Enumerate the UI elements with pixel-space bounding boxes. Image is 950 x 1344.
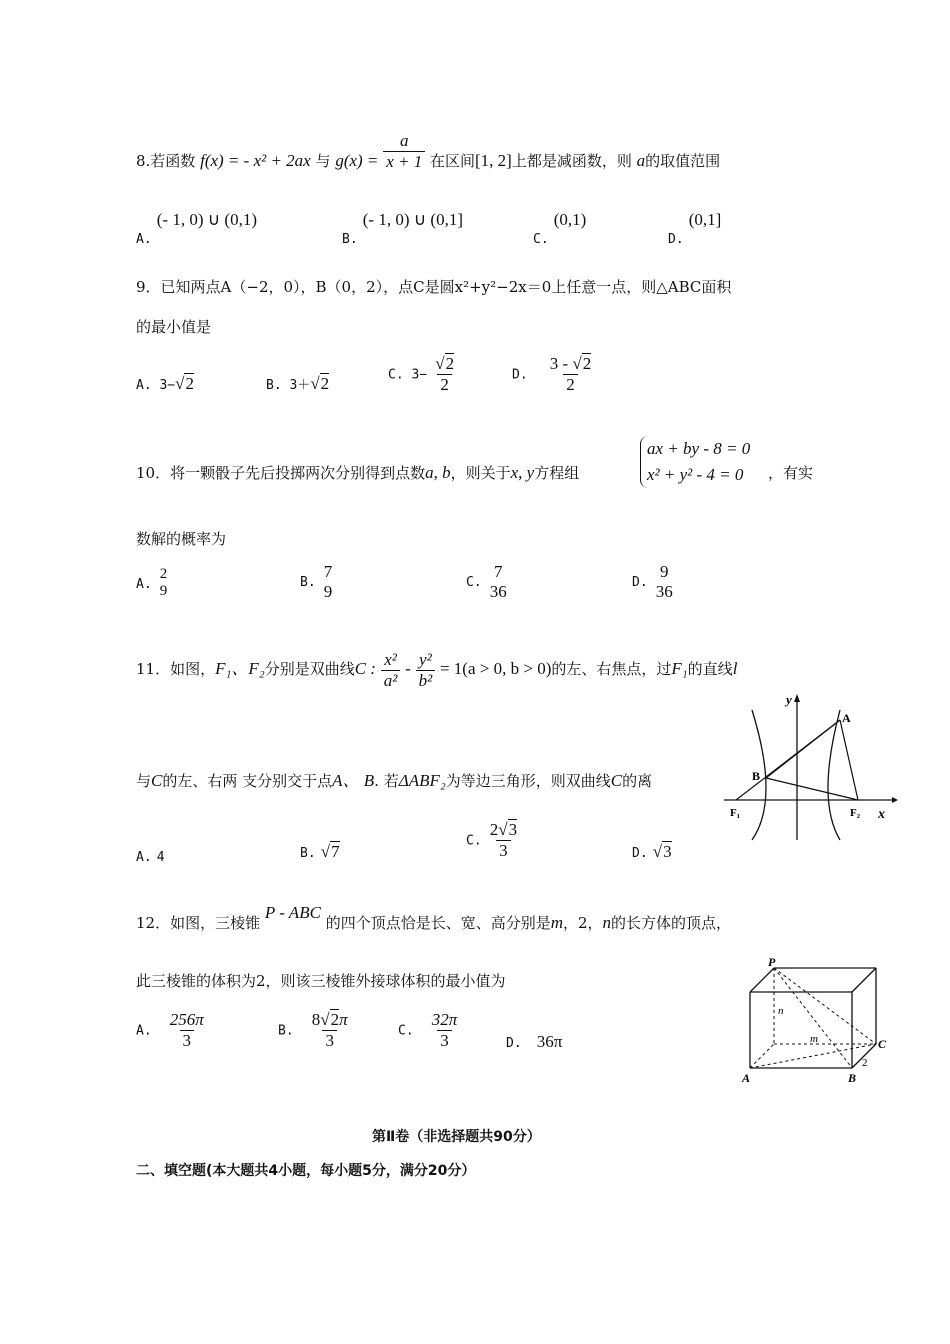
- q10-option-b[interactable]: B. 7 9: [300, 562, 333, 601]
- fig12-label-b: B: [848, 1071, 857, 1084]
- cuboid-figure: [738, 952, 894, 1084]
- fig12-label-c: C: [878, 1037, 887, 1051]
- q9-option-d[interactable]: D. $\frac{3 - √2}{2}$: [512, 354, 592, 394]
- q9-stem-line1: 9．已知两点A（−2，0），B（0，2），点C是圆x²+y²−2x＝0上任意一点，则△ABC面积: [136, 278, 732, 296]
- q8-option-d[interactable]: $_{D.}$ (0,1]: [668, 210, 722, 247]
- q10-stem-suffix: ，有实: [768, 464, 814, 482]
- section-fill-in-title: 二、填空题(本大题共4小题，每小题5分，满分20分）: [136, 1163, 476, 1179]
- q12-option-b[interactable]: B. $\frac{8√2\pi}{3}$: [278, 1010, 348, 1050]
- fig12-label-2: 2: [862, 1057, 868, 1069]
- q10-option-c[interactable]: C. 7 36: [466, 562, 507, 601]
- fig11-label-f2: F₂: [850, 807, 861, 819]
- q11-option-c[interactable]: C. $\frac{2√3}{3}$: [466, 820, 518, 860]
- q11-option-d[interactable]: D. √3: [632, 842, 672, 861]
- q9-option-c[interactable]: C. 3− $\frac{√2}{2}$: [388, 354, 455, 394]
- fig11-label-y: y: [786, 692, 792, 707]
- fig11-label-f1: F₁: [730, 807, 741, 819]
- q8-option-a[interactable]: $_{A.}$ (- 1, 0) ∪ (0,1): [136, 210, 257, 247]
- q12-option-a[interactable]: A. $\frac{256\pi}{3}$: [136, 1010, 204, 1050]
- q11-stem-line2: 与C的左、右两 支分别交于点A、 B. 若ΔABF₂为等边三角形，则双曲线C的离: [136, 771, 653, 790]
- q10-option-a[interactable]: A. 2 9: [136, 566, 168, 600]
- fig11-label-a: A: [842, 711, 851, 725]
- fig12-label-a: A: [742, 1071, 751, 1084]
- fig12-label-n: n: [778, 1005, 784, 1017]
- q8-stem: 8.若函数 f(x) = - x² + 2ax 与 g(x) = $\frac{a}{x + 1}$ 在区间[1, 2]上都是减函数，则 a的取值范围: [136, 130, 721, 171]
- part2-title: 第Ⅱ卷（非选择题共90分）: [372, 1129, 541, 1145]
- q12-stem: 12．如图，三棱锥 P - ABC 的四个顶点恰是长、宽、高分别是m，2，n的长方体的顶点，: [136, 903, 732, 932]
- q9-option-a[interactable]: A. 3−√2: [136, 374, 194, 393]
- fig12-label-m: m: [810, 1033, 818, 1045]
- q8-option-c[interactable]: $_{C.}$ (0,1): [533, 210, 587, 247]
- q11-option-a[interactable]: A. 4: [136, 850, 165, 865]
- q10-stem-line2: 数解的概率为: [136, 530, 227, 548]
- fig11-label-x: x: [878, 807, 885, 822]
- q10-equation-system: ax + by - 8 = 0 x² + y² - 4 = 0: [640, 436, 750, 488]
- fig12-label-p: P: [768, 955, 776, 969]
- q12-stem-line2: 此三棱锥的体积为2，则该三棱锥外接球体积的最小值为: [136, 972, 506, 990]
- q11-stem: 11．如图，F₁、F₂分别是双曲线C : $\frac{\text{x²}}{\text{a²}}$ - $\frac{\text{y²}}{\text{b²}}$ = 1(a > 0, b > 0)的左、右焦点，过F₁的直线l: [136, 650, 738, 690]
- q12-option-c[interactable]: C. $\frac{32\pi}{3}$: [398, 1010, 458, 1050]
- q11-option-b[interactable]: B. √7: [300, 842, 340, 861]
- fig11-label-b: B: [752, 769, 761, 783]
- q9-stem-line2: 的最小值是: [136, 318, 212, 336]
- q12-option-d[interactable]: D. 36π: [506, 1032, 563, 1051]
- q9-option-b[interactable]: B. 3＋√2: [266, 374, 330, 393]
- hyperbola-figure: [722, 690, 898, 842]
- q10-option-d[interactable]: D. 9 36: [632, 562, 673, 601]
- q10-stem: 10．将一颗骰子先后投掷两次分别得到点数a, b，则关于x, y方程组: [136, 463, 580, 482]
- q8-option-b[interactable]: $_{B.}$ (- 1, 0) ∪ (0,1]: [342, 210, 463, 247]
